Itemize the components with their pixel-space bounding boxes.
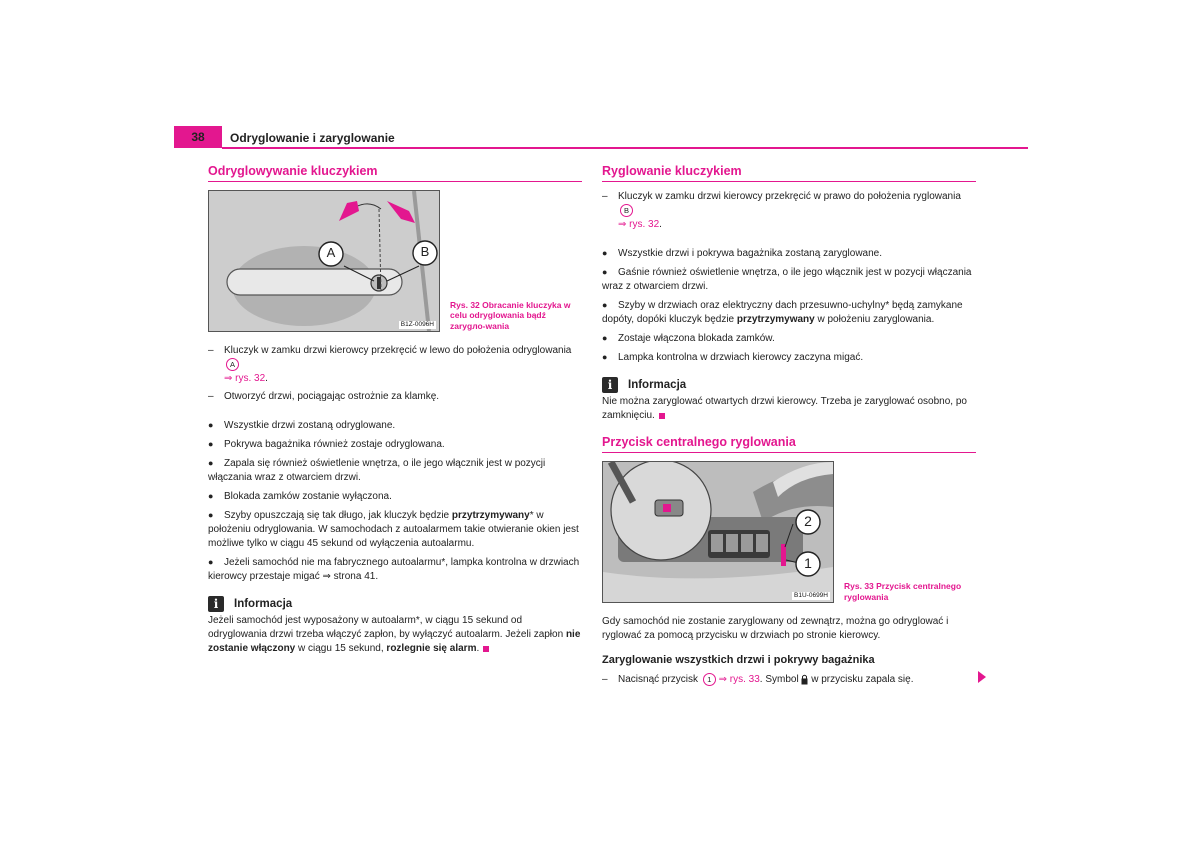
info-icon: i [602, 377, 618, 393]
step-dash: – [602, 674, 608, 686]
bullet-text: Jeżeli samochód nie ma fabrycznego autoalarmu*, lampka kontrolna w drzwiach kierowcy przestaje migać ⇒ strona 41. [208, 557, 580, 583]
info-text [602, 395, 976, 423]
bullet-text: Wszystkie drzwi zostaną odryglowane. [224, 420, 396, 432]
subheading: Zaryglowanie wszystkich drzwi i pokrywy bagażnika [602, 654, 875, 667]
circle-label: B [620, 204, 633, 217]
bullet-text-post: * w położeniu odryglowania. W samochodach z autoalarmem takie otwieranie okien jest możliwe tylko w ciągu 45 sekund od wyłączenia autoalarmu. [208, 510, 579, 550]
bullet-text: Pokrywa bagażnika również zostaje odryglowana. [224, 439, 445, 451]
figure-code: B1U-0699H [794, 592, 828, 600]
step-text: Kluczyk w zamku drzwi kierowcy przekręcić w lewo do położenia odryglowania [224, 345, 572, 356]
bullet-dot: ● [208, 458, 214, 469]
end-square-icon [659, 413, 665, 419]
label-b: B [420, 244, 430, 259]
bullet-dot: ● [602, 267, 608, 278]
circle-label: A [226, 358, 239, 371]
bullet-dot: ● [208, 439, 214, 450]
info-text-3: . [476, 643, 480, 655]
bullet-bold: przytrzymywany [451, 510, 530, 522]
section-title-lock-key: Ryglowanie kluczykiem [602, 164, 976, 182]
central-lock-paragraph: Gdy samochód nie zostanie zaryglowany od zewnątrz, można go odryglować i ryglować za pomocą przycisku w drzwiach po stronie kierowcy. [602, 616, 949, 642]
info-title: Informacja [628, 379, 687, 392]
info-heading [208, 596, 582, 612]
bullet-item [602, 265, 976, 294]
bullet-text-post: w położeniu zaryglowania. [814, 314, 935, 326]
bullet-item [208, 489, 582, 504]
label-2: 2 [804, 513, 812, 530]
step-lock [602, 190, 976, 232]
figure-caption: Rys. 32 Obracanie kluczyka w celu odryglowania bądź zarygло-wania [450, 299, 571, 331]
bullet-dot: ● [208, 420, 214, 431]
step-dash: – [208, 345, 214, 356]
info-text-1: Jeżeli samochód jest wyposażony w autoalarm*, w ciągu 15 sekund od odryglowania drzwi trzeba włączyć zapłon, by wyłączyć autoalarm. Jeżeli zapłon [208, 615, 566, 641]
label-a: A [326, 245, 336, 260]
bullet-item [602, 298, 976, 327]
page-number: 38 [174, 126, 222, 148]
bullet-item [208, 555, 582, 584]
bullet-dot: ● [602, 333, 608, 344]
bullet-dot: ● [208, 510, 214, 521]
bullet-text: Lampka kontrolna w drzwiach kierowcy zaczyna migać. [618, 352, 864, 364]
info-text [208, 614, 582, 656]
figure-ref-link[interactable]: ⇒ rys. 32 [224, 373, 266, 385]
figure-32 [208, 190, 582, 332]
right-column [602, 164, 976, 691]
bullet-item [208, 508, 582, 551]
bullet-text: Szyby w drzwiach oraz elektryczny dach przesuwno-uchylny* będą zamykane dopóty, dopóki kluczyk będzie [602, 300, 963, 326]
bullet-item [602, 246, 976, 261]
label-1: 1 [804, 555, 812, 572]
info-text-2: w ciągu 15 sekund, [295, 643, 387, 655]
bullet-item [602, 350, 976, 365]
step-text: Nacisnąć przycisk [618, 674, 699, 686]
bullet-dot: ● [602, 352, 608, 363]
step-press [602, 673, 976, 687]
door-panel-drawing [603, 462, 833, 602]
left-column [208, 164, 582, 656]
step-text: Kluczyk w zamku drzwi kierowcy przekręcić w prawo do położenia ryglowania [618, 191, 961, 202]
bullet-text: Zostaje włączona blokada zamków. [618, 333, 775, 345]
bullet-dot: ● [602, 300, 608, 311]
step-tail-2: w przycisku zapala się. [808, 674, 914, 686]
chapter-title: Odryglowanie i zaryglowanie [230, 131, 395, 145]
header-rule [222, 147, 1028, 149]
step-text: Otworzyć drzwi, pociągając ostrożnie za klamkę. [224, 391, 440, 403]
bullet-item [602, 331, 976, 346]
info-heading [602, 377, 976, 393]
end-square-icon [483, 646, 489, 652]
step-dash: – [208, 391, 214, 403]
figure-ref-link[interactable]: ⇒ rys. 33 [718, 674, 760, 686]
info-title: Informacja [234, 598, 293, 611]
info-bold-2: rozlegnie się alarm [386, 643, 477, 655]
step-tail: . [265, 373, 268, 385]
circle-label: 1 [703, 673, 716, 686]
figure-33 [602, 461, 976, 603]
bullet-item [208, 456, 582, 485]
bullet-dot: ● [208, 557, 214, 568]
step-tail: . [659, 219, 662, 231]
bullet-dot: ● [208, 491, 214, 502]
step-dash: – [602, 191, 608, 202]
bullet-text: Wszystkie drzwi i pokrywa bagażnika zostaną zaryglowane. [618, 248, 882, 260]
figure-ref-link[interactable]: ⇒ rys. 32 [618, 219, 660, 231]
step-1 [208, 344, 582, 386]
next-page-arrow-icon[interactable] [978, 671, 986, 683]
bullet-dot: ● [602, 248, 608, 259]
info-bold-1: nie zostanie włączony [208, 629, 581, 655]
figure-caption: Rys. 33 Przycisk centralnego ryglowania [844, 581, 962, 602]
door-panel-illustration [602, 461, 834, 603]
info-icon: i [208, 596, 224, 612]
step-2 [208, 390, 582, 404]
door-handle-drawing [209, 191, 439, 331]
bullet-text: Szyby opuszczają się tak długo, jak kluczyk będzie [224, 510, 452, 522]
door-handle-illustration [208, 190, 440, 332]
bullet-item [208, 437, 582, 452]
bullet-text: Gaśnie również oświetlenie wnętrza, o ile jego włącznik jest w pozycji włączania wraz z otwarciem drzwi. [602, 267, 972, 293]
bullet-text: Blokada zamków zostanie wyłączona. [224, 491, 392, 503]
figure-code: B1Z-0096H [400, 321, 434, 328]
section-title-central-lock: Przycisk centralnego ryglowania [602, 435, 976, 453]
step-tail: . Symbol [759, 674, 799, 686]
bullet-bold: przytrzymywany [736, 314, 815, 326]
section-title-unlock-key: Odryglowywanie kluczykiem [208, 164, 582, 182]
bullet-item [208, 418, 582, 433]
bullet-text: Zapala się również oświetlenie wnętrza, o ile jego włącznik jest w pozycji włączania wraz z otwarciem drzwi. [208, 458, 546, 484]
info-text-body: Nie można zaryglować otwartych drzwi kierowcy. Trzeba je zaryglować osobno, po zamknięciu. [602, 396, 967, 422]
